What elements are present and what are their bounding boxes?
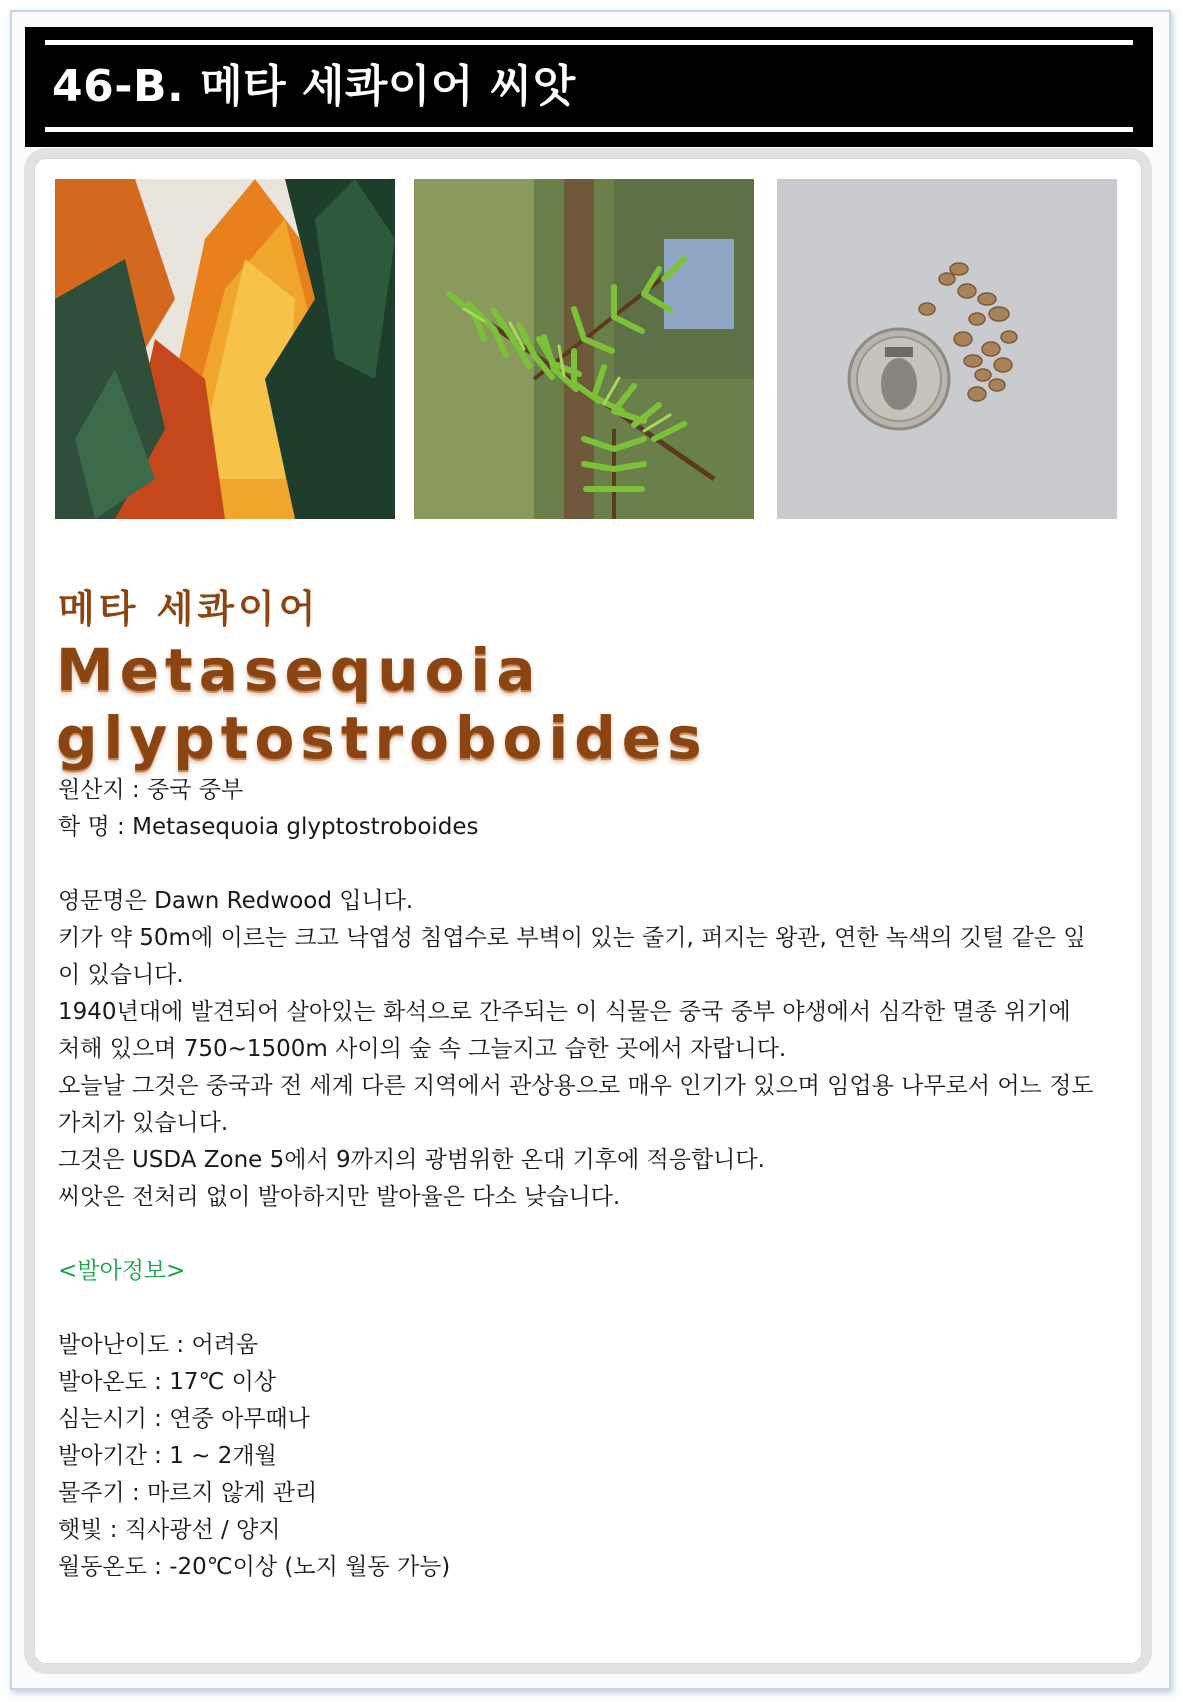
germination-item: 발아난이도 : 어려움 bbox=[58, 1332, 259, 1358]
binomial-line: 학 명 : Metasequoia glyptostroboides bbox=[58, 814, 479, 840]
metasequoia-foliage-photo bbox=[414, 179, 754, 519]
autumn-trees-photo bbox=[55, 179, 395, 519]
germination-item: 심는시기 : 연중 아무때나 bbox=[58, 1406, 310, 1432]
spacer bbox=[58, 1216, 1118, 1253]
description-line: 오늘날 그것은 중국과 전 세계 다른 지역에서 관상용으로 매우 인기가 있으며 임업용 나무로서 어느 정도 bbox=[58, 1073, 1094, 1099]
description-line: 그것은 USDA Zone 5에서 9까지의 광범위한 온대 기후에 적응합니다. bbox=[58, 1147, 765, 1173]
spacer bbox=[58, 1290, 1118, 1327]
banner-top-rule bbox=[45, 40, 1133, 45]
banner-bottom-rule bbox=[45, 127, 1133, 132]
description-line: 키가 약 50m에 이르는 크고 낙엽성 침엽수로 부벽이 있는 줄기, 퍼지는 왕관, 연한 녹색의 깃털 같은 잎 bbox=[58, 925, 1086, 951]
germination-item: 발아기간 : 1 ~ 2개월 bbox=[58, 1443, 277, 1469]
description-line: 이 있습니다. bbox=[58, 962, 184, 988]
scientific-plant-name: Metasequoia glyptostroboides bbox=[56, 636, 708, 772]
description-line: 처해 있으며 750~1500m 사이의 숲 속 그늘지고 습한 곳에서 자랍니다. bbox=[58, 1036, 787, 1062]
korean-plant-name: 메타 세콰이어 bbox=[58, 587, 320, 631]
germination-item: 물주기 : 마르지 않게 관리 bbox=[58, 1480, 318, 1506]
page-title: 46-B. 메타 세콰이어 씨앗 bbox=[52, 61, 576, 112]
spacer bbox=[58, 846, 1118, 883]
description-body bbox=[58, 772, 1118, 1586]
origin-line: 원산지 : 중국 중부 bbox=[58, 777, 244, 803]
description-line: 1940년대에 발견되어 살아있는 화석으로 간주되는 이 식물은 중국 중부 야생에서 심각한 멸종 위기에 bbox=[58, 999, 1071, 1025]
germination-item: 발아온도 : 17℃ 이상 bbox=[58, 1369, 277, 1395]
title-banner bbox=[25, 27, 1153, 147]
description-line: 씨앗은 전처리 없이 발아하지만 발아율은 다소 낮습니다. bbox=[58, 1184, 621, 1210]
germination-item: 햇빛 : 직사광선 / 양지 bbox=[58, 1517, 281, 1543]
germination-heading: <발아정보> bbox=[58, 1258, 186, 1284]
description-line: 가치가 있습니다. bbox=[58, 1110, 229, 1136]
seeds-with-coin-photo bbox=[777, 179, 1117, 519]
description-line: 영문명은 Dawn Redwood 입니다. bbox=[58, 888, 414, 914]
germination-item: 월동온도 : -20℃이상 (노지 월동 가능) bbox=[58, 1554, 451, 1580]
